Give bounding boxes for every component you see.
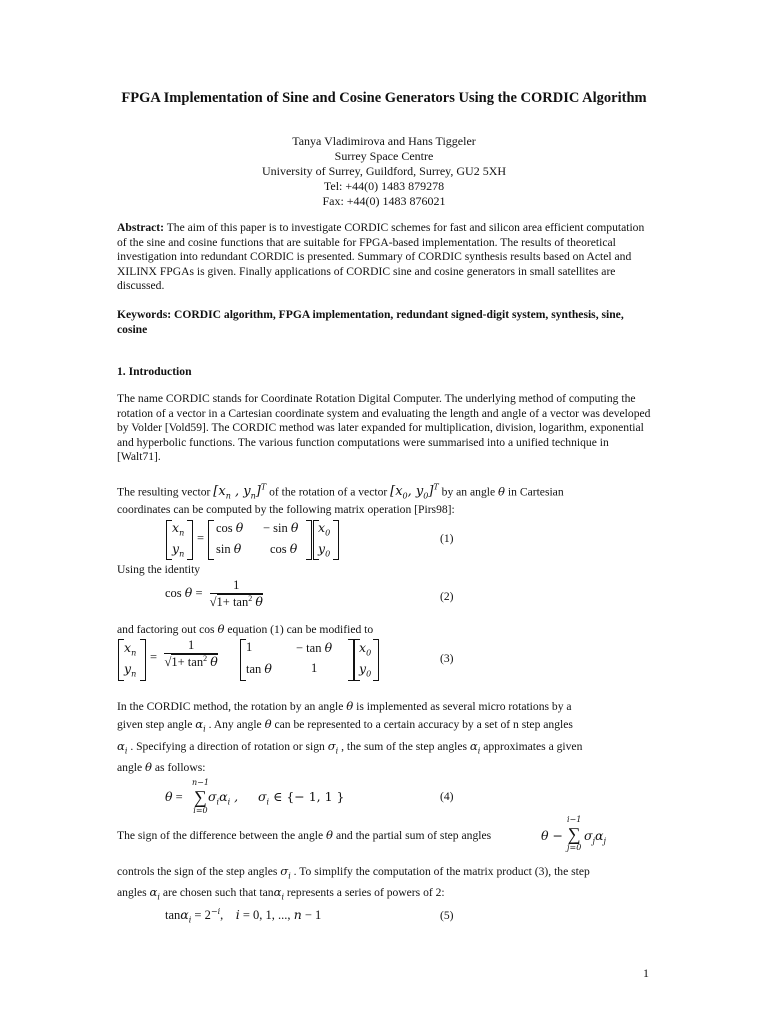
vector-sentence-cont: coordinates can be computed by the following matrix operation [Pirs98]: xyxy=(117,503,455,516)
sign-sentence: The sign of the difference between the angle θ and the partial sum of step angles xyxy=(117,828,492,842)
page-number: 1 xyxy=(643,966,649,980)
cordic-sentence-2: given step angle $\alpha_i$ . Any angle θ can be represented to a certain accuracy by a set of n step angles xyxy=(117,717,573,734)
abstract-text: The aim of this paper is to investigate CORDIC schemes for fast and silicon area efficient computation of the sine and cosine functions that are suitable for FPGA-based implementation. The results of theoretical investigation into redundant CORDIC is presented. Summary of CORDIC synthesis results based on Actel and XILINX FPGAs is given. Finally applications of CORDIC sine and cosine generators in small satellites are discussed. xyxy=(117,221,645,292)
equation-number-2: (2) xyxy=(440,590,454,603)
equation-number-4: (4) xyxy=(440,790,454,803)
author-org: Surrey Space Centre xyxy=(334,149,434,163)
identity-sentence: Using the identity xyxy=(117,563,201,576)
author-univ: University of Surrey, Guildford, Surrey, GU2 5XH xyxy=(261,164,507,178)
controls-sentence: controls the sign of the step angles $\sigma_i$ . To simplify the computation of the matrix product (3), the step xyxy=(117,864,590,881)
equation-number-5: (5) xyxy=(440,909,454,922)
paper-page: FPGA Implementation of Sine and Cosine Generators Using the CORDIC Algorithm Tanya Vladimirova and Hans Tiggeler Surrey Space Centre University of Surrey, Guildford, Surrey, GU2 5XH Tel: +44(0) 1483 879278 Fax: +44(0) 1483 876021 Abstract: The aim of this paper is to investigate CORDIC schemes for fast and silicon area efficient computation of the sine and cosine functions that are suitable for FPGA-based implementation. The results of theoretical investigation into redundant CORDIC is presented. Summary of CORDIC synthesis results based on Actel and XILINX FPGAs is given. Finally applications of CORDIC sine and cosine generators in small satellites are discussed. Keywords: CORDIC algorithm, FPGA implementation, redundant signed-digit system, synthesis, sine, cosine 1. Introduction The name CORDIC stands for Coordinate Rotation Digital Computer. The underlying method of computing the rotation of a vector in a Cartesian coordinate system and evaluating the length and angle of a vector was developed by Volder [Vold59]. The CORDIC method was later expanded for multiplication, division, logarithm, exponential and hyperbolic functions. The various function computations were summarised into a unified technique in [Walt71]. The resulting vector [$x_n$ , $y_n]^T$ of the rotation of a vector [$x_0$, $y_0]^T$ by an angle θ in Cartesian coordinates can be computed by the following matrix operation [Pirs98]: $x_n$ $y_n$ = cos θ − sin θ sin θ cos θ $x_0$ $y_0$ (1) Using the identity cos θ = $\frac{1}{√1+ \tan^2 \theta}$ (2) and factoring out cos θ equation (1) can be modified to $x_n$ $y_n$ = $\frac{1}{√1+ \tan^2 \theta}$ 1 − tan θ tan θ 1 $x_0$ $y_0$ (3) In the CORDIC method, the rotation by an angle θ is implemented as several micro rotations by a given step angle $\alpha_i$ . Any angle θ can be represented to a certain accuracy by a set of n step angles $\alpha_i$ . Specifying a direction of rotation or sign $\sigma_i$ , the sum of the step angles $\alpha_i$ approximates a given angle θ as follows: θ = n−1 ∑ i=0 $\sigma_i\alpha_i$ , $\sigma_i$ ∈ {− 1, 1 } (4) The sign of the difference between the angle θ and the partial sum of step angles θ − i−1 ∑ j=0 $\sigma_j\alpha_j$ controls the sign of the step angles $\sigma_i$ . To simplify the computation of the matrix product (3), the step angles $\alpha_i$ are chosen such that tanα$_i$ represents a series of powers of 2: $\tan\alpha_i = 2^{-i}$, i = 0, 1, ..., n − 1 (5) 1 xyxy=(0,0,768,1024)
factoring-sentence: and factoring out cos θ equation (1) can be modified to xyxy=(117,622,374,636)
author-block xyxy=(60,134,708,209)
equation-2: cos θ = $\frac{1}{√1+ \tan^2 \theta}$ xyxy=(165,578,263,610)
intro-paragraph: The name CORDIC stands for Coordinate Rotation Digital Computer. The underlying method of computing the rotation of a vector in a Cartesian coordinate system and evaluating the length and angle of a vector was developed by Volder [Vold59]. The CORDIC method was later expanded for multiplication, division, logarithm, exponential and hyperbolic functions. The various function computations were summarised into a unified technique in [Walt71]. xyxy=(117,392,651,463)
paper-title: FPGA Implementation of Sine and Cosine Generators Using the CORDIC Algorithm xyxy=(121,90,647,106)
abstract xyxy=(117,221,652,294)
equation-5: $\tan\alpha_i = 2^{-i}$, i = 0, 1, ..., n − 1 xyxy=(165,907,322,925)
cordic-sentence-3: $\alpha_i$ . Specifying a direction of rotation or sign $\sigma_i$ , the sum of the step angles $\alpha_i$ approximates a given xyxy=(117,739,583,756)
vector-sentence: The resulting vector [$x_n$ , $y_n]^T$ of the rotation of a vector [$x_0$, $y_0]^T$ by an angle θ in Cartesian xyxy=(117,483,564,501)
section-heading-introduction: 1. Introduction xyxy=(117,365,192,378)
cordic-sentence-1: In the CORDIC method, the rotation by an angle θ is implemented as several micro rotations by a xyxy=(117,699,572,713)
equation-number-3: (3) xyxy=(440,652,454,665)
author-fax: Fax: +44(0) 1483 876021 xyxy=(322,194,446,208)
equation-number-1: (1) xyxy=(440,532,454,545)
angles-sentence: angles $\alpha_i$ are chosen such that tanα$_i$ represents a series of powers of 2: xyxy=(117,885,445,902)
keywords: Keywords: CORDIC algorithm, FPGA implementation, redundant signed-digit system, synthesis, sine, cosine xyxy=(117,308,624,336)
author-names: Tanya Vladimirova and Hans Tiggeler xyxy=(292,134,476,148)
cordic-sentence-4: angle θ as follows: xyxy=(117,760,206,774)
abstract-label: Abstract: xyxy=(117,221,165,234)
author-tel: Tel: +44(0) 1483 879278 xyxy=(323,179,445,193)
